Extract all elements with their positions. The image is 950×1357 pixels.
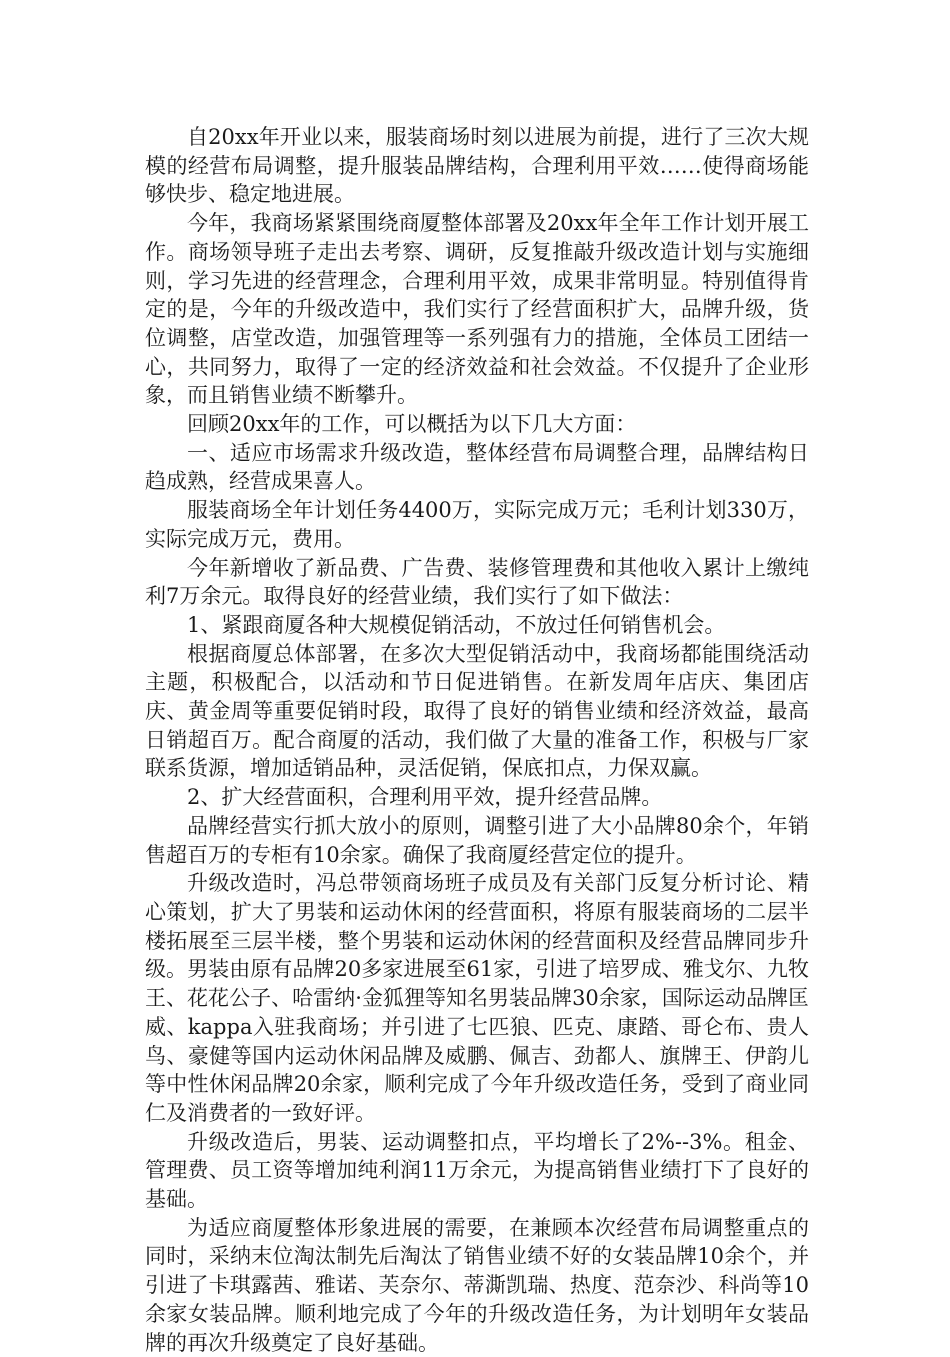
paragraph-new-income: 今年新增收了新品费、广告费、装修管理费和其他收入累计上缴纯利7万余元。取得良好的经营业绩，我们实行了如下做法： — [145, 555, 809, 609]
paragraph-intro: 自20xx年开业以来，服装商场时刻以进展为前提，进行了三次大规模的经营布局调整，提升服装品牌结构，合理利用平效……使得商场能够快步、稳定地进展。 — [145, 125, 809, 207]
paragraph-upgrade: 升级改造时，冯总带领商场班子成员及有关部门反复分析讨论、精心策划，扩大了男装和运动休闲的经营面积，将原有服装商场的二层半楼拓展至三层半楼，整个男装和运动休闲的经营面积及经营品牌同步升级。男装由原有品牌20多家进展至61家，引进了培罗成、雅戈尔、九牧王、花花公子、哈雷纳·金狐狸等知名男装品牌30余家，国际运动品牌匡威、kappa入驻我商场；并引进了七匹狼、匹克、康踏、哥仑布、贵人鸟、豪健等国内运动休闲品牌及威鹏、佩吉、劲都人、旗牌王、伊韵儿等中性休闲品牌20余家，顺利完成了今年升级改造任务，受到了商业同仁及消费者的一致好评。 — [145, 871, 809, 1125]
paragraph-womenswear: 为适应商厦整体形象进展的需要，在兼顾本次经营布局调整重点的同时，采纳末位淘汰制先后淘汰了销售业绩不好的女装品牌10余个，并引进了卡琪露茜、雅诺、芙奈尔、蒂澌凯瑞、热度、范奈沙、科尚等10余家女装品牌。顺利地完成了今年的升级改造任务，为计划明年女装品牌的再次升级奠定了良好基础。 — [145, 1215, 809, 1355]
paragraph-item-1-heading: 1、紧跟商厦各种大规模促销活动，不放过任何销售机会。 — [187, 612, 726, 637]
paragraph-after-upgrade: 升级改造后，男装、运动调整扣点，平均增长了2%--3%。租金、管理费、员工资等增加纯利润11万余元，为提高销售业绩打下了良好的基础。 — [145, 1129, 809, 1212]
paragraph-section-1-heading: 一、适应市场需求升级改造，整体经营布局调整合理，品牌结构日趋成熟，经营成果喜人。 — [145, 440, 809, 494]
paragraph-this-year: 今年，我商场紧紧围绕商厦整体部署及20xx年全年工作计划开展工作。商场领导班子走出去考察、调研，反复推敲升级改造计划与实施细则，学习先进的经营理念，合理利用平效，成果非常明显。特别值得肯定的是，今年的升级改造中，我们实行了经营面积扩大，品牌升级，货位调整，店堂改造，加强管理等一系列强有力的措施，全体员工团结一心，共同努力，取得了一定的经济效益和社会效益。不仅提升了企业形象，而且销售业绩不断攀升。 — [145, 211, 809, 408]
paragraph-review: 回顾20xx年的工作，可以概括为以下几大方面： — [187, 412, 637, 437]
document-body — [145, 123, 809, 1357]
paragraph-promotions: 根据商厦总体部署，在多次大型促销活动中，我商场都能围绕活动主题，积极配合，以活动和节日促进销售。在新发周年店庆、集团店庆、黄金周等重要促销时段，取得了良好的销售业绩和经济效益，最高日销超百万。配合商厦的活动，我们做了大量的准备工作，积极与厂家联系货源，增加适销品种，灵活促销，保底扣点，力保双赢。 — [145, 641, 809, 781]
paragraph-item-2-heading: 2、扩大经营面积，合理利用平效，提升经营品牌。 — [187, 785, 663, 810]
paragraph-brand-strategy: 品牌经营实行抓大放小的原则，调整引进了大小品牌80余个，年销售超百万的专柜有10余家。确保了我商厦经营定位的提升。 — [145, 813, 809, 867]
paragraph-plan-task: 服装商场全年计划任务4400万，实际完成万元；毛利计划330万，实际完成万元，费用。 — [145, 498, 809, 551]
